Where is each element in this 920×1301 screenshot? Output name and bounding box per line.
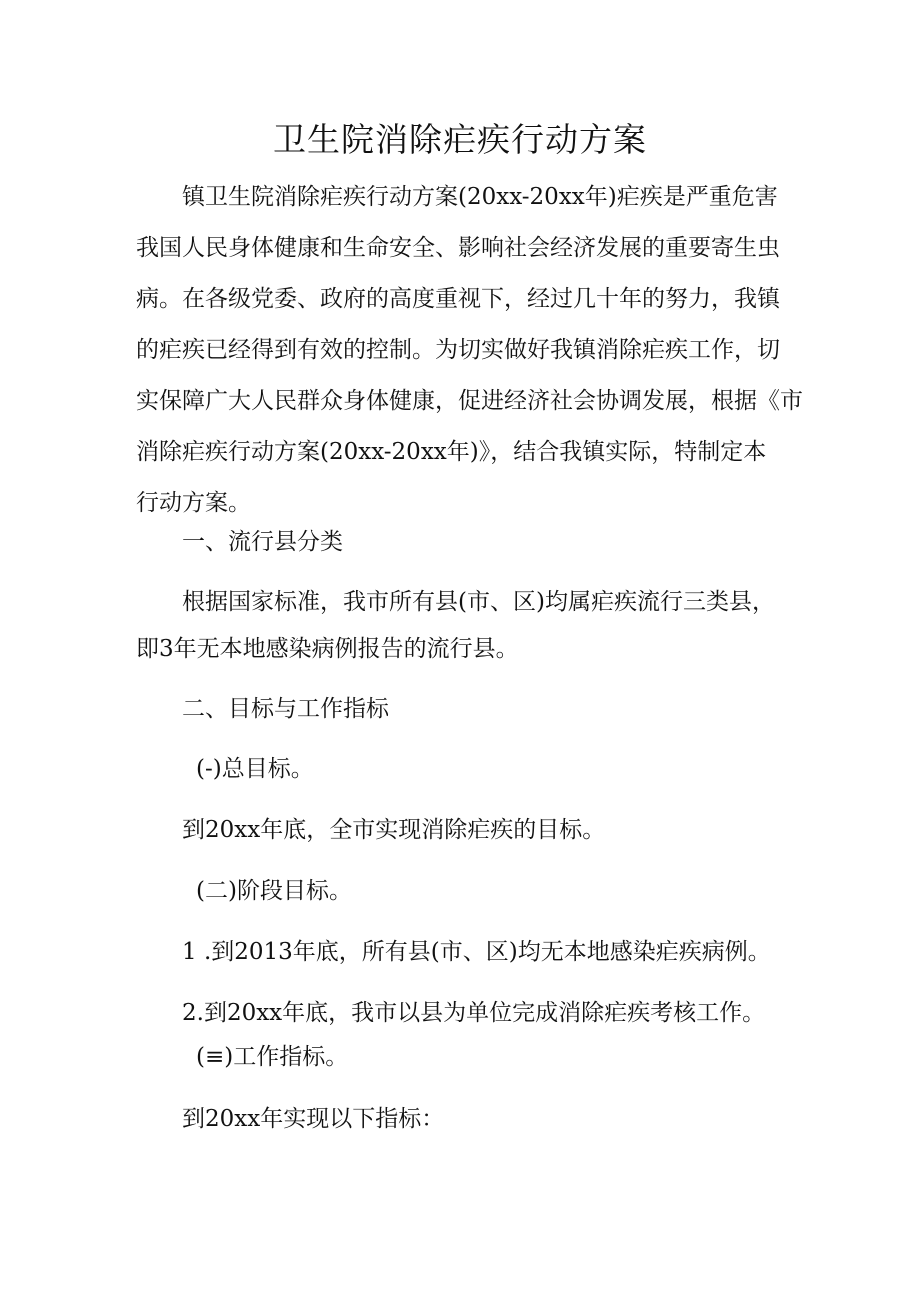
intro-line: 消除疟疾行动方案(20xx-20xx年)》，结合我镇实际，特制定本 xyxy=(136,439,767,465)
sub1-text: 到20xx年底，全市实现消除疟疾的目标。 xyxy=(182,817,606,843)
sub3-heading: (≡)工作指标。 xyxy=(196,1044,349,1070)
intro-paragraph xyxy=(136,172,803,529)
section1-text-line: 根据国家标准，我市所有县(市、区)均属疟疾流行三类县， xyxy=(182,589,775,615)
intro-line: 的疟疾已经得到有效的控制。为切实做好我镇消除疟疾工作，切 xyxy=(136,337,780,363)
sub3-text: 到20xx年实现以下指标： xyxy=(182,1106,445,1132)
document-title: 卫生院消除疟疾行动方案 xyxy=(273,120,647,159)
intro-line: 实保障广大人民群众身体健康，促进经济社会协调发展，根据《市 xyxy=(136,388,803,414)
sub2-item: 1 .到2013年底，所有县(市、区)均无本地感染疟疾病例。 xyxy=(182,939,771,965)
intro-line: 我国人民身体健康和生命安全、影响社会经济发展的重要寄生虫 xyxy=(136,235,780,261)
intro-line: 镇卫生院消除疟疾行动方案(20xx-20xx年)疟疾是严重危害 xyxy=(182,184,778,210)
intro-line: 行动方案。 xyxy=(136,490,251,516)
section1-heading: 一、流行县分类 xyxy=(182,529,343,555)
section2-heading: 二、目标与工作指标 xyxy=(182,696,389,722)
intro-line: 病。在各级党委、政府的高度重视下，经过几十年的努力，我镇 xyxy=(136,286,780,312)
section1-text-line: 即3年无本地感染病例报告的流行县。 xyxy=(136,636,519,662)
sub2-item: 2.到20xx年底，我市以县为单位完成消除疟疾考核工作。 xyxy=(182,1000,766,1026)
sub1-heading: (-)总目标。 xyxy=(196,756,314,782)
sub2-heading: (二)阶段目标。 xyxy=(196,878,352,904)
